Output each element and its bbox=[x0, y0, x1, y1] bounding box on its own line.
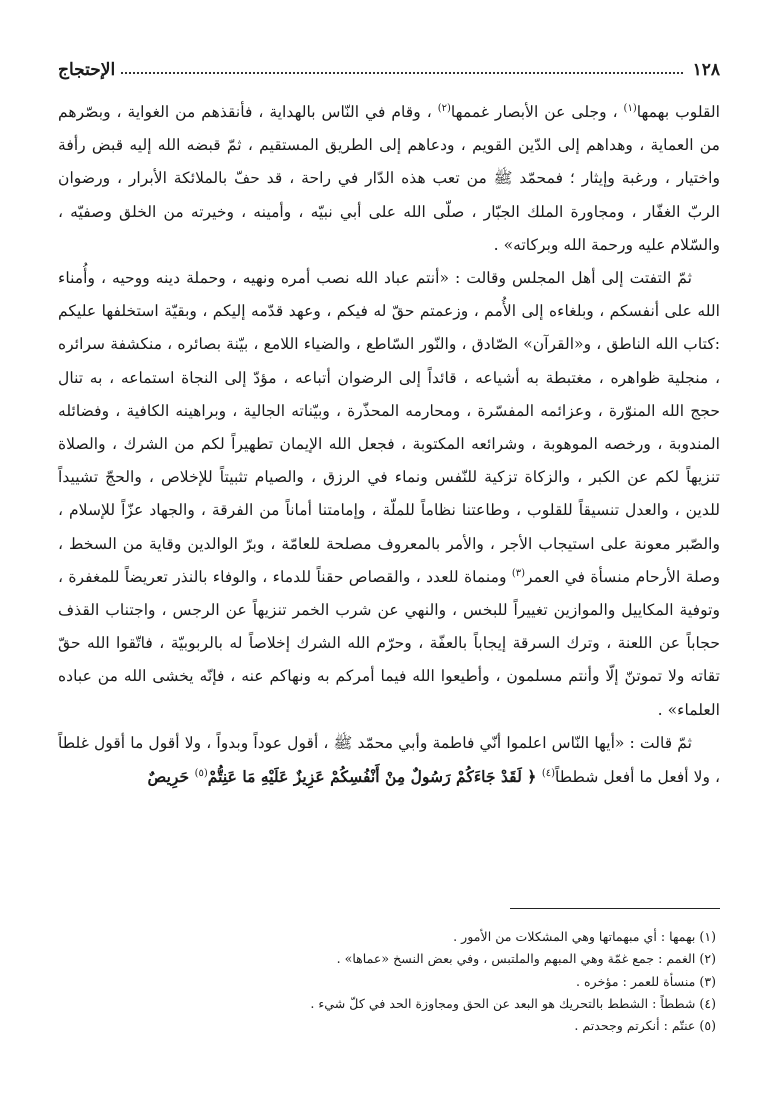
paragraph-1-text-c: ، وقام في النّاس بالهداية ، فأنقذهم من الغواية ، وبصّرهم من العماية ، وهداهم إلى الدّين القويم ، ودعاهم إلى الطريق المستقيم ، ثمّ قبضه الله إليه قبض رأفة واختيار ، ورغبة وإيثار ؛ فمحمّد ﷺ من تعب هذه الدّار في راحة ، قد حفّ بالملائكة الأبرار ، ورضوان الربّ الغفّار ، ومجاورة الملك الجبّار ، صلّى الله على أبي نبيّه ، وأمينه ، وخيرته من الخلق وصفيّه ، والسّلام عليه ورحمة الله وبركاته» . bbox=[58, 103, 720, 254]
footnote-ref-4: (٤) bbox=[541, 767, 556, 779]
paragraph-3-text-a: ثمّ قالت : «أيها النّاس اعلموا أنّي فاطمة وأبي محمّد ﷺ ، أقول عوداً وبدواً ، ولا أقول ما أقول غلطاً ، ولا أفعل ما أفعل شططاً bbox=[58, 733, 720, 787]
footnote-4: (٤) شططاً : الشطط بالتحريك هو البعد عن الحق ومجاوزة الحد في كلّ شيء . bbox=[310, 995, 716, 1011]
paragraph-2 bbox=[58, 262, 720, 727]
main-text bbox=[58, 96, 720, 794]
paragraph-3 bbox=[58, 727, 720, 794]
paragraph-1 bbox=[58, 96, 720, 262]
paragraph-1-text-b: ، وجلى عن الأبصار غممها bbox=[450, 103, 624, 121]
footnote-ref-5: (٥) bbox=[194, 767, 208, 779]
book-title: الإحتجاج bbox=[58, 60, 116, 80]
footnote-3: (٣) منسأة للعمر : مؤخره . bbox=[576, 973, 716, 989]
footnote-2: (٢) الغمم : جمع غمّة وهي المبهم والملتبس ، وفي بعض النسخ «عماها» . bbox=[336, 951, 716, 967]
footnote-ref-2: (٢) bbox=[437, 102, 451, 114]
footnote-1: (١) بهمها : أي مبهماتها وهي المشكلات من الأمور . bbox=[453, 929, 716, 944]
running-header bbox=[58, 52, 720, 80]
page-number: ١٢٨ bbox=[692, 60, 720, 80]
footnote-ref-3: (٣) bbox=[511, 567, 526, 579]
footnote-ref-1: (١) bbox=[623, 102, 637, 114]
paragraph-2-text-b: ومنماة للعدد ، والقصاص حقناً للدماء ، والوفاء بالنذر تعريضاً للمغفرة ، وتوفية المكاييل والموازين تغييراً للبخس ، والنهي عن شرب الخمر تنزيهاً عن الرجس ، واجتناب القذف حجاباً عن اللعنة ، وترك السرقة إيجاباً بالعفّة ، وحرّم الله الشرك إخلاصاً له بالربوبيّة ، فاتّقوا الله حقّ تقاته ولا تموتنّ إلّا وأنتم مسلمون ، وأطيعوا الله فيما أمركم به ونهاكم عنه ، فإنّه يخشى الله من عباده العلماء» . bbox=[58, 567, 720, 719]
paragraph-1-text-a: القلوب بهمها bbox=[636, 103, 720, 121]
header-dotted-leader bbox=[121, 72, 682, 74]
quran-verse-end: حَرِيصٌ bbox=[147, 767, 195, 787]
footnote-5: (٥) عنتّم : أنكرتم وجحدتم . bbox=[574, 1018, 716, 1034]
footnote-divider bbox=[510, 908, 720, 909]
quran-verse: ﴿ لَقَدْ جَاءَكُمْ رَسُولٌ مِنْ أَنْفُسِكُمْ عَزِيزٌ عَلَيْهِ مَا عَنِتُّمْ bbox=[207, 767, 542, 787]
footnotes bbox=[58, 926, 720, 1037]
book-page bbox=[58, 52, 720, 1092]
paragraph-2-text-a: ثمّ التفتت إلى أهل المجلس وقالت : «أنتم عباد الله نصب أمره ونهيه ، وحملة دينه ووحيه ، وأُمناء الله على أنفسكم ، وبلغاءه إلى الأُمم ، وزعمتم حقّ له فيكم ، وعهد قدّمه إليكم ، وبقيّة استخلفها عليكم :كتاب الله الناطق ، و«القرآن» الصّادق ، والنّور السّاطع ، والضياء اللامع ، بيّنة بصائره ، منكشفة سرائره ، منجلية ظواهره ، مغتبطة به أشياعه ، قائداً إلى الرضوان أتباعه ، مؤدّ إلى النجاة استماعه ، به تنال حجج الله المنوّرة ، وعزائمه المفسّرة ، ومحارمه المحذّرة ، وبيّناته الجالية ، وبراهينه الكافية ، وفضائله المندوبة ، ورخصه الموهوبة ، وشرائعه المكتوبة ، فجعل الله الإيمان تطهيراً لكم من الشرك ، والصلاة تنزيهاً لكم عن الكبر ، والزكاة تزكية للنّفس ونماء في الرزق ، والصيام تثبيتاً للإخلاص ، والحجّ تشييداً للدين ، والعدل تنسيقاً للقلوب ، وطاعتنا نظاماً للملّة ، وإمامتنا أماناً من الفرقة ، والجهاد عزّاً للإسلام ، والصّبر معونة على استيجاب الأجر ، والأمر بالمعروف مصلحة للعامّة ، وبرّ الوالدين وقاية من السخط ، وصلة الأرحام منسأة في العمر bbox=[58, 269, 720, 586]
